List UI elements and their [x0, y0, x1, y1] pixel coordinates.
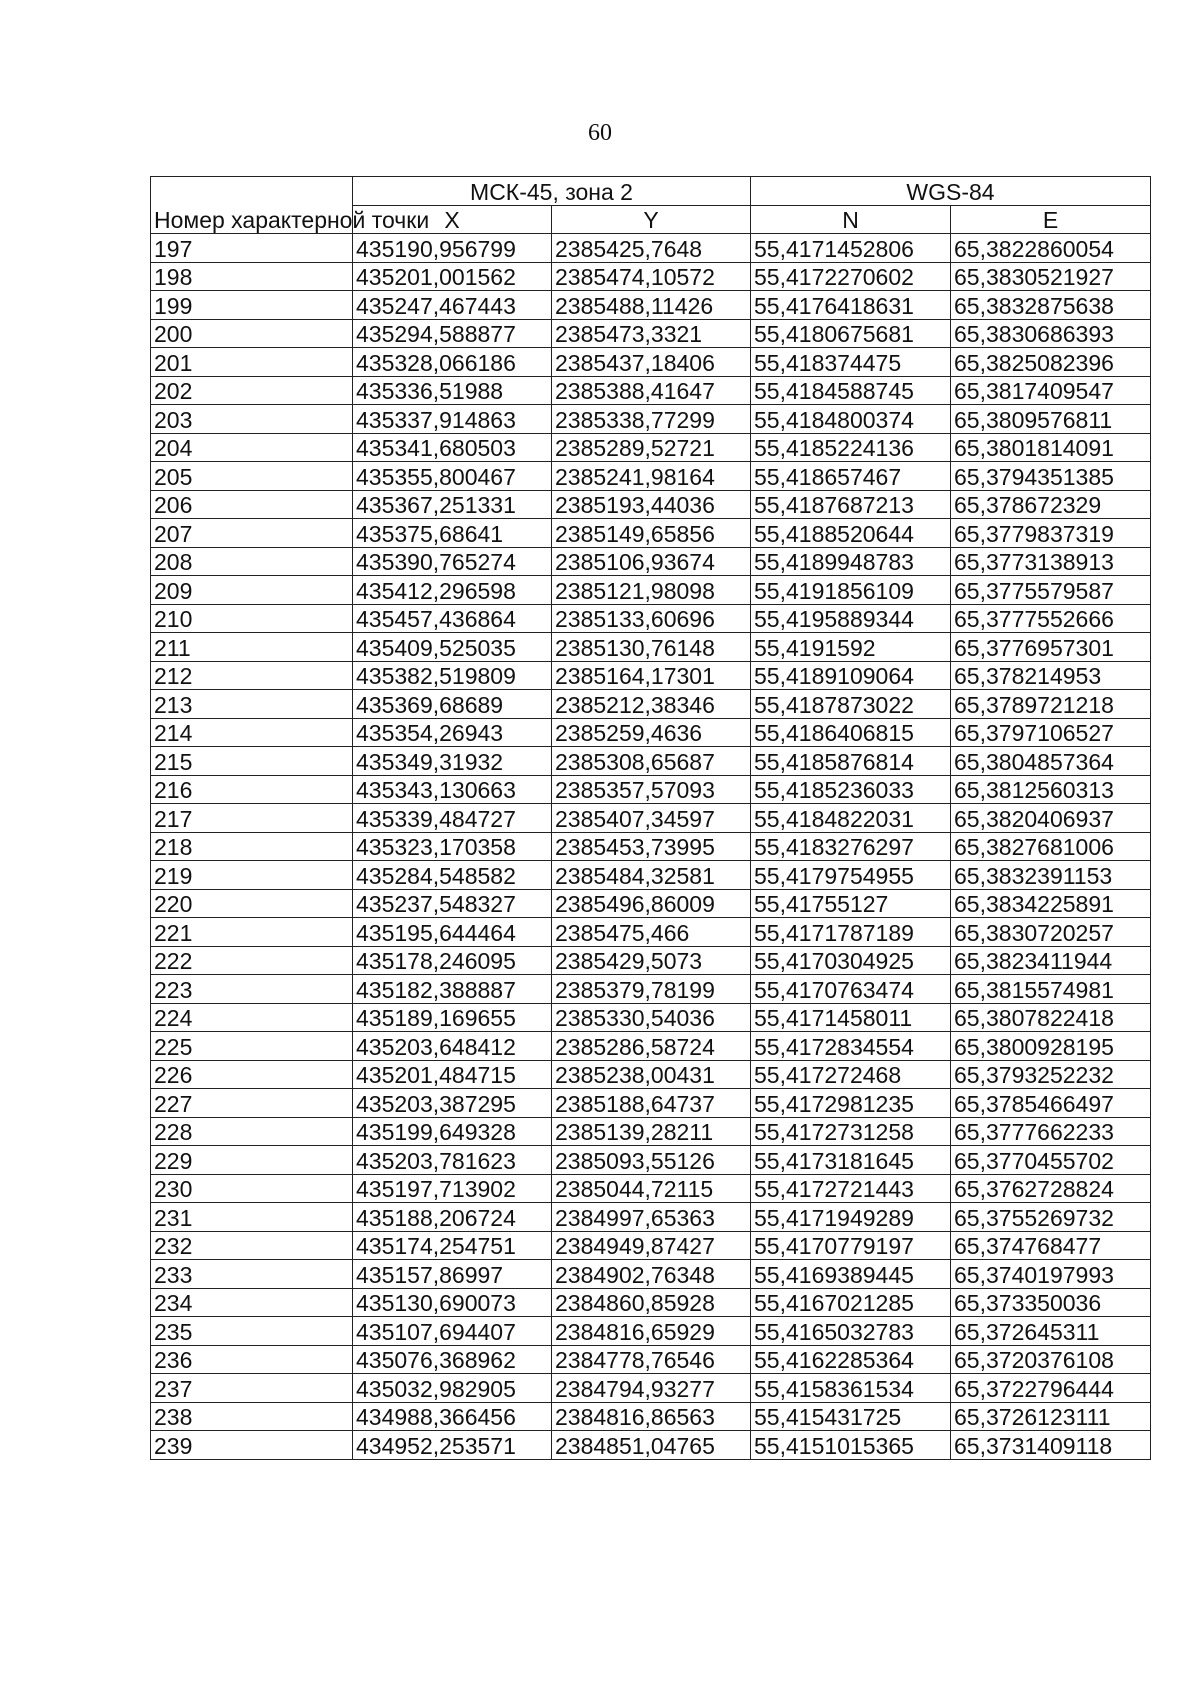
- x-header: X: [353, 205, 552, 234]
- table-row: [151, 1003, 1151, 1032]
- n-cell: 55,4170763474: [751, 975, 951, 1004]
- table-body: [151, 234, 1151, 1460]
- y-cell: 2384902,76348: [552, 1260, 751, 1289]
- y-cell: 2385429,5073: [552, 946, 751, 975]
- n-cell: 55,4186406815: [751, 718, 951, 747]
- point-number-cell: 215: [151, 747, 353, 776]
- point-number-cell: 202: [151, 376, 353, 405]
- table-row: [151, 1317, 1151, 1346]
- x-cell: 435339,484727: [353, 804, 552, 833]
- table-row: [151, 1374, 1151, 1403]
- y-cell: 2384851,04765: [552, 1431, 751, 1460]
- y-cell: 2384816,86563: [552, 1402, 751, 1431]
- table-row: [151, 1060, 1151, 1089]
- n-cell: 55,4158361534: [751, 1374, 951, 1403]
- e-cell: 65,3773138913: [951, 547, 1151, 576]
- point-number-cell: 213: [151, 690, 353, 719]
- n-cell: 55,4167021285: [751, 1288, 951, 1317]
- e-cell: 65,3812560313: [951, 775, 1151, 804]
- e-cell: 65,3815574981: [951, 975, 1151, 1004]
- y-cell: 2385484,32581: [552, 861, 751, 890]
- x-cell: 435337,914863: [353, 405, 552, 434]
- table-row: [151, 1431, 1151, 1460]
- table-row: [151, 889, 1151, 918]
- y-cell: 2385093,55126: [552, 1146, 751, 1175]
- point-number-cell: 211: [151, 633, 353, 662]
- y-cell: 2385286,58724: [552, 1032, 751, 1061]
- e-cell: 65,3800928195: [951, 1032, 1151, 1061]
- point-number-cell: 225: [151, 1032, 353, 1061]
- x-cell: 435409,525035: [353, 633, 552, 662]
- table-row: [151, 832, 1151, 861]
- table-row: [151, 376, 1151, 405]
- x-cell: 435367,251331: [353, 490, 552, 519]
- table-row: [151, 804, 1151, 833]
- point-number-cell: 201: [151, 348, 353, 377]
- x-cell: 435355,800467: [353, 462, 552, 491]
- n-cell: 55,417272468: [751, 1060, 951, 1089]
- point-number-cell: 237: [151, 1374, 353, 1403]
- y-cell: 2385164,17301: [552, 661, 751, 690]
- table-row: [151, 604, 1151, 633]
- point-number-cell: 238: [151, 1402, 353, 1431]
- n-cell: 55,4176418631: [751, 291, 951, 320]
- y-cell: 2385212,38346: [552, 690, 751, 719]
- point-number-cell: 224: [151, 1003, 353, 1032]
- y-cell: 2384778,76546: [552, 1345, 751, 1374]
- x-cell: 435336,51988: [353, 376, 552, 405]
- x-cell: 435328,066186: [353, 348, 552, 377]
- point-number-cell: 197: [151, 234, 353, 263]
- e-cell: 65,374768477: [951, 1231, 1151, 1260]
- point-number-cell: 235: [151, 1317, 353, 1346]
- x-cell: 435032,982905: [353, 1374, 552, 1403]
- y-cell: 2385437,18406: [552, 348, 751, 377]
- n-cell: 55,4180675681: [751, 319, 951, 348]
- point-number-cell: 236: [151, 1345, 353, 1374]
- e-cell: 65,3789721218: [951, 690, 1151, 719]
- x-cell: 435343,130663: [353, 775, 552, 804]
- point-number-cell: 231: [151, 1203, 353, 1232]
- x-cell: 435188,206724: [353, 1203, 552, 1232]
- table-header: [151, 177, 1151, 234]
- y-cell: 2385149,65856: [552, 519, 751, 548]
- table-row: [151, 1203, 1151, 1232]
- point-number-cell: 234: [151, 1288, 353, 1317]
- y-cell: 2385488,11426: [552, 291, 751, 320]
- x-cell: 435457,436864: [353, 604, 552, 633]
- point-number-header: Номер характерной точки: [151, 177, 353, 234]
- x-cell: 435197,713902: [353, 1174, 552, 1203]
- e-cell: 65,3794351385: [951, 462, 1151, 491]
- y-cell: 2384860,85928: [552, 1288, 751, 1317]
- point-number-cell: 198: [151, 262, 353, 291]
- point-number-cell: 216: [151, 775, 353, 804]
- e-cell: 65,3740197993: [951, 1260, 1151, 1289]
- point-number-cell: 205: [151, 462, 353, 491]
- x-cell: 435201,001562: [353, 262, 552, 291]
- point-number-cell: 232: [151, 1231, 353, 1260]
- e-cell: 65,3770455702: [951, 1146, 1151, 1175]
- n-cell: 55,4170304925: [751, 946, 951, 975]
- table-row: [151, 291, 1151, 320]
- table-row: [151, 348, 1151, 377]
- point-number-cell: 199: [151, 291, 353, 320]
- point-number-cell: 223: [151, 975, 353, 1004]
- table-row: [151, 775, 1151, 804]
- y-cell: 2385121,98098: [552, 576, 751, 605]
- table-row: [151, 405, 1151, 434]
- x-cell: 435178,246095: [353, 946, 552, 975]
- y-cell: 2385130,76148: [552, 633, 751, 662]
- n-cell: 55,4162285364: [751, 1345, 951, 1374]
- e-cell: 65,3830686393: [951, 319, 1151, 348]
- table-row: [151, 1146, 1151, 1175]
- x-cell: 434952,253571: [353, 1431, 552, 1460]
- table-row: [151, 234, 1151, 263]
- e-cell: 65,3776957301: [951, 633, 1151, 662]
- point-number-cell: 207: [151, 519, 353, 548]
- y-cell: 2385474,10572: [552, 262, 751, 291]
- e-cell: 65,3830521927: [951, 262, 1151, 291]
- e-cell: 65,3823411944: [951, 946, 1151, 975]
- e-cell: 65,373350036: [951, 1288, 1151, 1317]
- x-cell: 435375,68641: [353, 519, 552, 548]
- x-cell: 435203,781623: [353, 1146, 552, 1175]
- e-cell: 65,3793252232: [951, 1060, 1151, 1089]
- y-cell: 2385496,86009: [552, 889, 751, 918]
- x-cell: 435237,548327: [353, 889, 552, 918]
- n-header: N: [751, 205, 951, 234]
- x-cell: 435195,644464: [353, 918, 552, 947]
- point-number-cell: 233: [151, 1260, 353, 1289]
- point-number-cell: 229: [151, 1146, 353, 1175]
- n-cell: 55,4170779197: [751, 1231, 951, 1260]
- y-cell: 2384949,87427: [552, 1231, 751, 1260]
- e-cell: 65,3779837319: [951, 519, 1151, 548]
- x-cell: 435369,68689: [353, 690, 552, 719]
- y-cell: 2385308,65687: [552, 747, 751, 776]
- n-cell: 55,4185224136: [751, 433, 951, 462]
- x-cell: 435323,170358: [353, 832, 552, 861]
- e-cell: 65,3731409118: [951, 1431, 1151, 1460]
- point-number-cell: 222: [151, 946, 353, 975]
- point-number-cell: 203: [151, 405, 353, 434]
- coordinates-table: [150, 176, 1151, 1460]
- x-cell: 435247,467443: [353, 291, 552, 320]
- x-cell: 435203,648412: [353, 1032, 552, 1061]
- e-cell: 65,3775579587: [951, 576, 1151, 605]
- point-number-cell: 210: [151, 604, 353, 633]
- table-row: [151, 319, 1151, 348]
- e-cell: 65,378672329: [951, 490, 1151, 519]
- e-cell: 65,3834225891: [951, 889, 1151, 918]
- table-row: [151, 462, 1151, 491]
- n-cell: 55,4171452806: [751, 234, 951, 263]
- n-cell: 55,4165032783: [751, 1317, 951, 1346]
- e-cell: 65,3726123111: [951, 1402, 1151, 1431]
- table-row: [151, 1174, 1151, 1203]
- x-cell: 435182,388887: [353, 975, 552, 1004]
- x-cell: 435189,169655: [353, 1003, 552, 1032]
- point-number-cell: 221: [151, 918, 353, 947]
- n-cell: 55,4173181645: [751, 1146, 951, 1175]
- n-cell: 55,4172834554: [751, 1032, 951, 1061]
- table-row: [151, 1231, 1151, 1260]
- n-cell: 55,418374475: [751, 348, 951, 377]
- page-number: 60: [588, 120, 612, 146]
- e-cell: 65,3801814091: [951, 433, 1151, 462]
- y-cell: 2385425,7648: [552, 234, 751, 263]
- point-number-cell: 239: [151, 1431, 353, 1460]
- point-number-cell: 214: [151, 718, 353, 747]
- e-cell: 65,3807822418: [951, 1003, 1151, 1032]
- e-cell: 65,3722796444: [951, 1374, 1151, 1403]
- y-cell: 2385475,466: [552, 918, 751, 947]
- y-cell: 2385330,54036: [552, 1003, 751, 1032]
- y-cell: 2385407,34597: [552, 804, 751, 833]
- point-number-cell: 212: [151, 661, 353, 690]
- n-cell: 55,418657467: [751, 462, 951, 491]
- y-cell: 2385357,57093: [552, 775, 751, 804]
- table-row: [151, 1260, 1151, 1289]
- y-cell: 2384794,93277: [552, 1374, 751, 1403]
- y-cell: 2384997,65363: [552, 1203, 751, 1232]
- y-cell: 2385473,3321: [552, 319, 751, 348]
- table-row: [151, 918, 1151, 947]
- e-cell: 65,3817409547: [951, 376, 1151, 405]
- table-row: [151, 1089, 1151, 1118]
- e-cell: 65,3755269732: [951, 1203, 1151, 1232]
- e-cell: 65,3825082396: [951, 348, 1151, 377]
- y-cell: 2385241,98164: [552, 462, 751, 491]
- y-cell: 2384816,65929: [552, 1317, 751, 1346]
- table-row: [151, 547, 1151, 576]
- n-cell: 55,4189948783: [751, 547, 951, 576]
- table-row: [151, 661, 1151, 690]
- x-cell: 435284,548582: [353, 861, 552, 890]
- y-cell: 2385139,28211: [552, 1117, 751, 1146]
- e-header: E: [951, 205, 1151, 234]
- x-cell: 435341,680503: [353, 433, 552, 462]
- table-row: [151, 946, 1151, 975]
- point-number-cell: 206: [151, 490, 353, 519]
- x-cell: 435201,484715: [353, 1060, 552, 1089]
- y-cell: 2385379,78199: [552, 975, 751, 1004]
- e-cell: 65,3777662233: [951, 1117, 1151, 1146]
- n-cell: 55,4187873022: [751, 690, 951, 719]
- y-cell: 2385193,44036: [552, 490, 751, 519]
- x-cell: 435130,690073: [353, 1288, 552, 1317]
- n-cell: 55,4191856109: [751, 576, 951, 605]
- e-cell: 65,3822860054: [951, 234, 1151, 263]
- table-row: [151, 433, 1151, 462]
- y-cell: 2385188,64737: [552, 1089, 751, 1118]
- x-cell: 435390,765274: [353, 547, 552, 576]
- x-cell: 435382,519809: [353, 661, 552, 690]
- n-cell: 55,4171949289: [751, 1203, 951, 1232]
- x-cell: 435107,694407: [353, 1317, 552, 1346]
- point-number-cell: 200: [151, 319, 353, 348]
- table-row: [151, 576, 1151, 605]
- table-row: [151, 490, 1151, 519]
- table-row: [151, 519, 1151, 548]
- e-cell: 65,3797106527: [951, 718, 1151, 747]
- n-cell: 55,4185876814: [751, 747, 951, 776]
- point-number-cell: 204: [151, 433, 353, 462]
- e-cell: 65,372645311: [951, 1317, 1151, 1346]
- table-row: [151, 747, 1151, 776]
- n-cell: 55,4179754955: [751, 861, 951, 890]
- table-row: [151, 975, 1151, 1004]
- x-cell: 435199,649328: [353, 1117, 552, 1146]
- y-cell: 2385133,60696: [552, 604, 751, 633]
- e-cell: 65,3762728824: [951, 1174, 1151, 1203]
- e-cell: 65,3777552666: [951, 604, 1151, 633]
- e-cell: 65,3809576811: [951, 405, 1151, 434]
- n-cell: 55,4171787189: [751, 918, 951, 947]
- point-number-cell: 228: [151, 1117, 353, 1146]
- n-cell: 55,4195889344: [751, 604, 951, 633]
- e-cell: 65,3804857364: [951, 747, 1151, 776]
- x-cell: 434988,366456: [353, 1402, 552, 1431]
- y-header: Y: [552, 205, 751, 234]
- n-cell: 55,4169389445: [751, 1260, 951, 1289]
- e-cell: 65,3830720257: [951, 918, 1151, 947]
- x-cell: 435076,368962: [353, 1345, 552, 1374]
- n-cell: 55,41755127: [751, 889, 951, 918]
- table-row: [151, 718, 1151, 747]
- y-cell: 2385289,52721: [552, 433, 751, 462]
- x-cell: 435190,956799: [353, 234, 552, 263]
- n-cell: 55,4189109064: [751, 661, 951, 690]
- point-number-cell: 208: [151, 547, 353, 576]
- n-cell: 55,415431725: [751, 1402, 951, 1431]
- e-cell: 65,3832875638: [951, 291, 1151, 320]
- table-row: [151, 690, 1151, 719]
- n-cell: 55,4184800374: [751, 405, 951, 434]
- n-cell: 55,4183276297: [751, 832, 951, 861]
- y-cell: 2385388,41647: [552, 376, 751, 405]
- point-number-cell: 218: [151, 832, 353, 861]
- n-cell: 55,4172981235: [751, 1089, 951, 1118]
- table-row: [151, 633, 1151, 662]
- n-cell: 55,4185236033: [751, 775, 951, 804]
- table-row: [151, 1402, 1151, 1431]
- x-cell: 435412,296598: [353, 576, 552, 605]
- wgs-header: WGS-84: [751, 177, 1151, 206]
- table-row: [151, 861, 1151, 890]
- table-row: [151, 1345, 1151, 1374]
- msk-header: МСК-45, зона 2: [353, 177, 751, 206]
- x-cell: 435203,387295: [353, 1089, 552, 1118]
- y-cell: 2385453,73995: [552, 832, 751, 861]
- y-cell: 2385259,4636: [552, 718, 751, 747]
- e-cell: 65,3820406937: [951, 804, 1151, 833]
- y-cell: 2385338,77299: [552, 405, 751, 434]
- e-cell: 65,3720376108: [951, 1345, 1151, 1374]
- y-cell: 2385044,72115: [552, 1174, 751, 1203]
- n-cell: 55,4191592: [751, 633, 951, 662]
- point-number-cell: 220: [151, 889, 353, 918]
- n-cell: 55,4188520644: [751, 519, 951, 548]
- n-cell: 55,4172721443: [751, 1174, 951, 1203]
- y-cell: 2385106,93674: [552, 547, 751, 576]
- point-number-cell: 209: [151, 576, 353, 605]
- e-cell: 65,378214953: [951, 661, 1151, 690]
- x-cell: 435174,254751: [353, 1231, 552, 1260]
- point-number-cell: 219: [151, 861, 353, 890]
- table-row: [151, 1117, 1151, 1146]
- table-row: [151, 1032, 1151, 1061]
- table-row: [151, 262, 1151, 291]
- y-cell: 2385238,00431: [552, 1060, 751, 1089]
- point-number-cell: 227: [151, 1089, 353, 1118]
- n-cell: 55,4172270602: [751, 262, 951, 291]
- e-cell: 65,3827681006: [951, 832, 1151, 861]
- e-cell: 65,3785466497: [951, 1089, 1151, 1118]
- table-row: [151, 1288, 1151, 1317]
- n-cell: 55,4184588745: [751, 376, 951, 405]
- n-cell: 55,4171458011: [751, 1003, 951, 1032]
- x-cell: 435349,31932: [353, 747, 552, 776]
- n-cell: 55,4151015365: [751, 1431, 951, 1460]
- n-cell: 55,4184822031: [751, 804, 951, 833]
- point-number-cell: 226: [151, 1060, 353, 1089]
- n-cell: 55,4187687213: [751, 490, 951, 519]
- point-number-cell: 217: [151, 804, 353, 833]
- point-number-cell: 230: [151, 1174, 353, 1203]
- n-cell: 55,4172731258: [751, 1117, 951, 1146]
- x-cell: 435294,588877: [353, 319, 552, 348]
- e-cell: 65,3832391153: [951, 861, 1151, 890]
- x-cell: 435354,26943: [353, 718, 552, 747]
- x-cell: 435157,86997: [353, 1260, 552, 1289]
